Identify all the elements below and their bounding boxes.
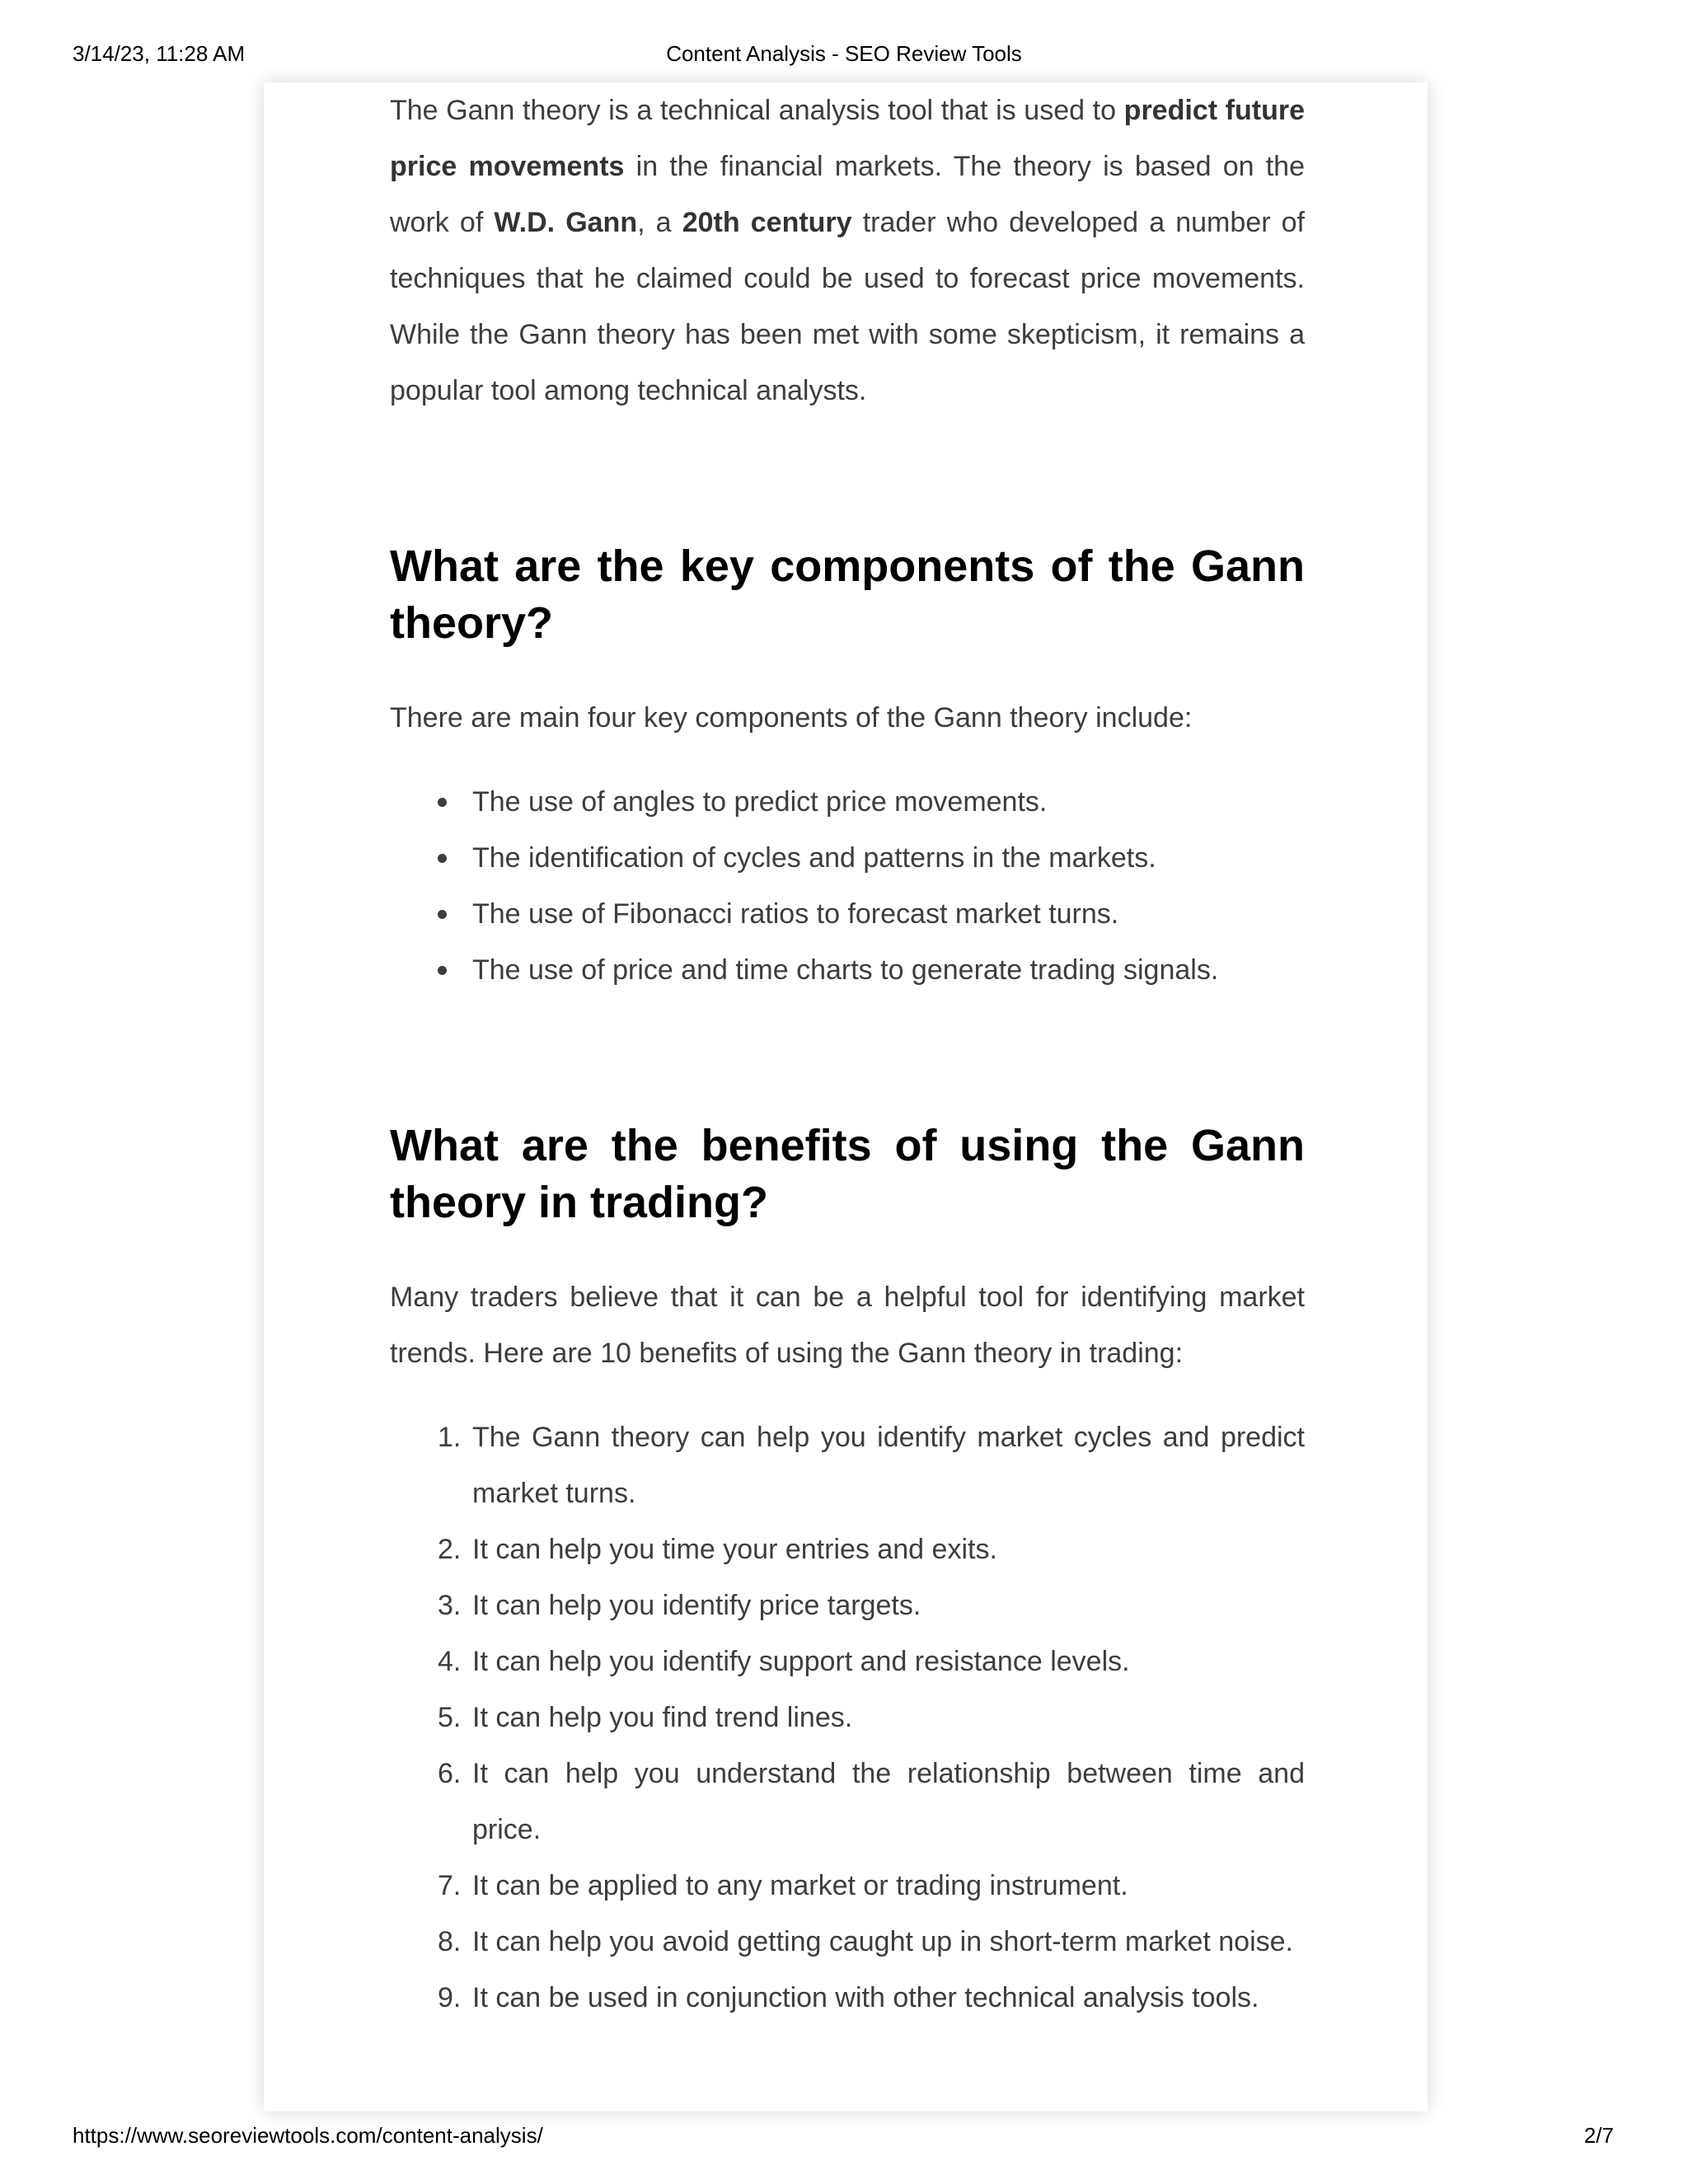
- heading-benefits: What are the benefits of using the Gann theory in trading?: [390, 1121, 1305, 1227]
- list-item: [472, 774, 1305, 830]
- bullet-icon: [438, 910, 447, 919]
- list-item-text: It can help you find trend lines.: [472, 1702, 853, 1733]
- benefits-lead: Many traders believe that it can be a helpful tool for identifying market trends. Here are 10 benefits of using the Gann theory in trading:: [390, 1282, 1305, 1369]
- list-item: [472, 886, 1305, 942]
- intro-text-2: in the financial markets. The theory is based on the work of: [390, 151, 1305, 238]
- list-item: [438, 1914, 1305, 1970]
- list-item-number: 1.: [438, 1422, 462, 1453]
- components-list: [390, 774, 1305, 998]
- list-item-text: The use of Fibonacci ratios to forecast market turns.: [472, 898, 1119, 930]
- list-item: [438, 1746, 1305, 1858]
- bullet-icon: [438, 966, 447, 975]
- benefits-list: [390, 1409, 1305, 2026]
- list-item-number: 9.: [438, 1982, 462, 2013]
- list-item: [438, 1690, 1305, 1746]
- intro-bold-1: predict future price movements: [390, 95, 1305, 182]
- article-body: [390, 82, 1305, 2026]
- list-item-text: It can be applied to any market or trading instrument.: [472, 1870, 1128, 1901]
- list-item-text: The use of angles to predict price movements.: [472, 786, 1048, 818]
- list-item-text: The use of price and time charts to generate trading signals.: [472, 954, 1219, 986]
- list-item: [438, 1633, 1305, 1690]
- bullet-icon: [438, 854, 447, 863]
- list-item-text: It can help you time your entries and exits.: [472, 1534, 997, 1565]
- intro-text-1: The Gann theory is a technical analysis tool that is used to: [390, 95, 1124, 126]
- print-header-title: Content Analysis - SEO Review Tools: [666, 41, 1022, 66]
- print-footer-page-number: 2/7: [1583, 2123, 1614, 2148]
- list-item: [438, 1521, 1305, 1577]
- list-item: [438, 1577, 1305, 1633]
- intro-text-4: trader who developed a number of techniques that he claimed could be used to forecast price movements. While the Gann theory has been met with some skepticism, it remains a popular tool among technical analysts.: [390, 207, 1305, 406]
- list-item-text: It can help you avoid getting caught up in short-term market noise.: [472, 1926, 1293, 1957]
- list-item-number: 8.: [438, 1926, 462, 1957]
- list-item: [472, 942, 1305, 998]
- list-item-number: 3.: [438, 1590, 462, 1621]
- intro-bold-3: 20th century: [682, 207, 852, 238]
- list-item: [438, 1858, 1305, 1914]
- list-item-text: The identification of cycles and patterns in the markets.: [472, 842, 1156, 874]
- intro-paragraph: [390, 82, 1305, 419]
- bullet-icon: [438, 798, 447, 807]
- list-item: [438, 1409, 1305, 1521]
- list-item-text: It can be used in conjunction with other technical analysis tools.: [472, 1982, 1259, 2013]
- list-item-number: 7.: [438, 1870, 462, 1901]
- list-item-number: 4.: [438, 1646, 462, 1677]
- intro-text-3: , a: [637, 207, 682, 238]
- heading-key-components: What are the key components of the Gann theory?: [390, 541, 1305, 648]
- print-header-date: 3/14/23, 11:28 AM: [73, 41, 246, 66]
- list-item-text: It can help you identify price targets.: [472, 1590, 921, 1621]
- list-item: [438, 1970, 1305, 2026]
- list-item-number: 2.: [438, 1534, 462, 1565]
- list-item: [472, 830, 1305, 886]
- list-item-text: It can help you identify support and resistance levels.: [472, 1646, 1130, 1677]
- list-item-text: The Gann theory can help you identify market cycles and predict market turns.: [472, 1422, 1305, 1509]
- print-footer-url: https://www.seoreviewtools.com/content-analysis/: [73, 2123, 543, 2148]
- list-item-number: 6.: [438, 1758, 462, 1789]
- list-item-text: It can help you understand the relationship between time and price.: [472, 1758, 1305, 1845]
- list-item-number: 5.: [438, 1702, 462, 1733]
- components-lead: There are main four key components of the Gann theory include:: [390, 702, 1193, 733]
- intro-bold-2: W.D. Gann: [494, 207, 638, 238]
